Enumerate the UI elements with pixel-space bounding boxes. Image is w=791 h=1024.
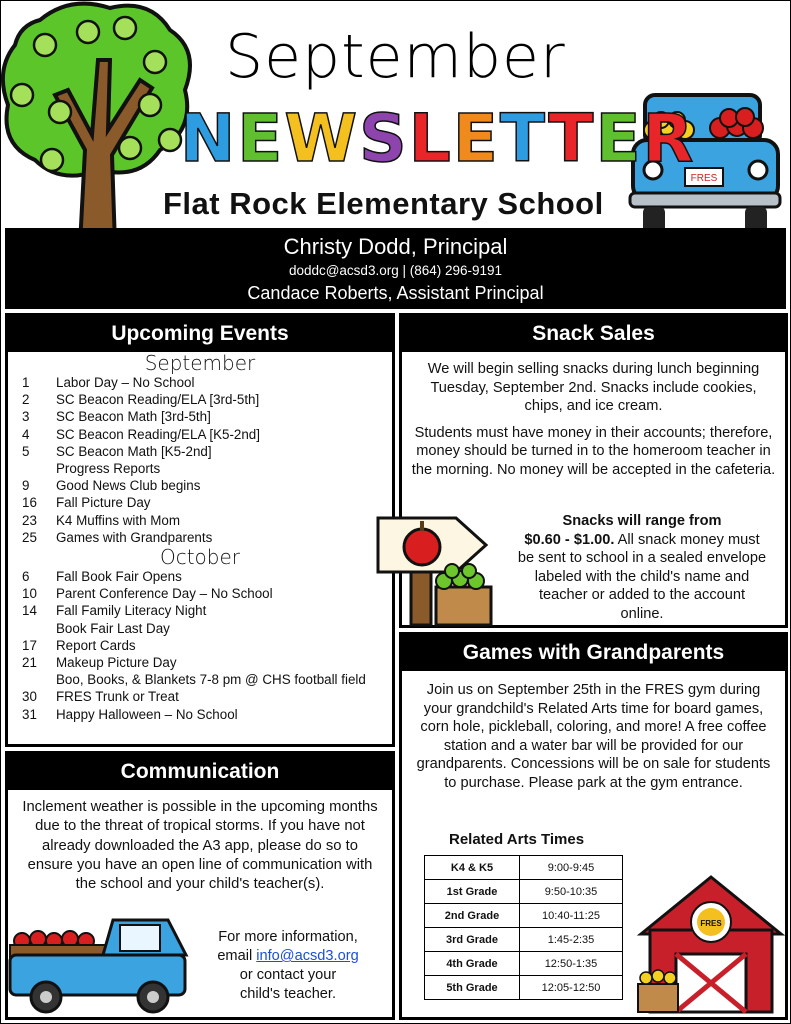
event-day: 14 — [22, 603, 37, 619]
contact-info — [198, 928, 378, 1004]
arts-time: 1:45-2:35 — [520, 928, 623, 952]
snack-heading: Snack Sales — [402, 316, 785, 352]
event-row — [8, 494, 392, 511]
event-row — [8, 408, 392, 425]
arts-grade: 4th Grade — [425, 952, 520, 976]
arts-grade: 2nd Grade — [425, 904, 520, 928]
related-arts-title: Related Arts Times — [449, 831, 585, 848]
event-row — [8, 512, 392, 529]
upcoming-events-box — [5, 313, 395, 747]
arts-grade: 5th Grade — [425, 976, 520, 1000]
more-info-line: For more information, — [218, 929, 358, 945]
event-text: Book Fair Last Day — [56, 620, 170, 636]
newsletter-month: September — [225, 22, 566, 92]
arts-row — [425, 952, 623, 976]
barn-sign: FRES — [700, 919, 722, 928]
event-day: 31 — [22, 706, 37, 722]
games-heading: Games with Grandparents — [402, 635, 785, 671]
email-link[interactable]: info@acsd3.org — [256, 948, 359, 964]
events-heading: Upcoming Events — [8, 316, 392, 352]
event-day: 5 — [22, 443, 30, 459]
newsletter-letter: W — [284, 100, 360, 177]
arts-time: 9:00-9:45 — [520, 856, 623, 880]
event-text: SC Beacon Reading/ELA [K5-2nd] — [56, 426, 260, 442]
newsletter-letter: T — [499, 100, 549, 177]
small-truck-illustration — [8, 915, 193, 1015]
principal-contact: doddc@acsd3.org | (864) 296-9191 — [288, 263, 503, 278]
event-text: Makeup Picture Day — [56, 655, 177, 671]
event-text: SC Beacon Math [3rd-5th] — [56, 409, 211, 425]
newsletter-letter: E — [237, 100, 285, 177]
newsletter-letter: N — [180, 100, 238, 177]
arts-grade: 3rd Grade — [425, 928, 520, 952]
event-day: 21 — [22, 655, 37, 671]
september-events-list — [8, 374, 392, 546]
arts-grade: K4 & K5 — [425, 856, 520, 880]
event-text: SC Beacon Reading/ELA [3rd-5th] — [56, 392, 260, 408]
communication-heading: Communication — [8, 754, 392, 790]
event-text: Games with Grandparents — [56, 529, 213, 545]
event-day: 1 — [22, 375, 30, 390]
event-row — [8, 602, 392, 619]
arts-row — [425, 856, 623, 880]
assistant-principal: Candace Roberts, Assistant Principal — [247, 283, 544, 303]
arts-time: 10:40-11:25 — [520, 904, 623, 928]
barn-illustration — [636, 872, 786, 1014]
principal-name: Christy Dodd, Principal — [283, 234, 508, 259]
newsletter-letter: L — [408, 100, 453, 177]
october-events-list — [8, 568, 392, 723]
snack-range-label: Snacks will range from — [562, 513, 722, 529]
snack-price: $0.60 - $1.00. — [524, 531, 615, 548]
event-row — [8, 654, 392, 671]
event-text: Fall Family Literacy Night — [56, 603, 207, 619]
event-row — [8, 620, 392, 637]
newsletter-letter: E — [452, 100, 500, 177]
event-day: 23 — [22, 512, 37, 528]
event-row — [8, 460, 392, 477]
arts-time: 12:50-1:35 — [520, 952, 623, 976]
event-text: Parent Conference Day – No School — [56, 586, 273, 602]
event-day: 2 — [22, 392, 30, 408]
event-day — [8, 620, 56, 637]
snack-intro: We will begin selling snacks during lunch beginning Tuesday, September 2nd. Snacks include cookies, chips, and ice cream. — [427, 361, 760, 414]
event-text: Fall Picture Day — [56, 495, 151, 511]
snack-price-info — [517, 512, 767, 623]
event-text: FRES Trunk or Treat — [56, 689, 179, 705]
event-text: Report Cards — [56, 637, 136, 653]
event-day — [8, 671, 56, 688]
event-text: Happy Halloween – No School — [56, 706, 238, 722]
event-day: 6 — [22, 569, 30, 585]
event-text: Labor Day – No School — [56, 375, 195, 390]
principal-band — [5, 228, 786, 309]
newsletter-letter: S — [359, 100, 409, 177]
event-row — [8, 477, 392, 494]
event-row — [8, 688, 392, 705]
snack-money-info: Students must have money in their accounts; therefore, money should be turned in to the homeroom teacher in the morning. No money will be accepted in the cafeteria. — [411, 424, 776, 478]
arts-time: 9:50-10:35 — [520, 880, 623, 904]
school-name: Flat Rock Elementary School — [163, 186, 604, 221]
event-row — [8, 706, 392, 723]
newsletter-letter: T — [548, 100, 596, 177]
event-day: 10 — [22, 586, 37, 602]
apple-sign-illustration — [376, 515, 496, 627]
event-row — [8, 671, 392, 688]
event-text: SC Beacon Math [K5-2nd] — [56, 443, 212, 459]
contact-line: or contact your — [239, 967, 337, 983]
event-row — [8, 568, 392, 585]
games-body: Join us on September 25th in the FRES gym during your grandchild's Related Arts time for board games, corn hole, pickleball, coloring, and more! A free coffee station and a water bar will be provided for our grandparents. Concessions will be on sale for students to purchase. Please park at the gym entrance. — [416, 682, 771, 791]
event-day: 3 — [22, 409, 30, 425]
event-row — [8, 391, 392, 408]
arts-row — [425, 904, 623, 928]
email-line — [198, 947, 378, 966]
october-label: October — [159, 545, 241, 570]
event-row — [8, 637, 392, 654]
arts-time: 12:05-12:50 — [520, 976, 623, 1000]
related-arts-table — [424, 855, 623, 1000]
september-label: September — [144, 351, 256, 375]
event-day: 16 — [22, 495, 37, 511]
event-day: 17 — [22, 637, 37, 653]
newsletter-letter: R — [642, 100, 696, 177]
event-row — [8, 585, 392, 602]
event-text: Progress Reports — [56, 461, 161, 477]
truck-plate: FRES — [690, 173, 718, 184]
event-row — [8, 443, 392, 460]
arts-row — [425, 928, 623, 952]
event-text: Boo, Books, & Blankets 7-8 pm @ CHS football field — [56, 672, 366, 688]
arts-row — [425, 976, 623, 1000]
event-text: Fall Book Fair Opens — [56, 569, 182, 585]
event-day: 9 — [22, 478, 30, 494]
event-day: 30 — [22, 689, 37, 705]
communication-body: Inclement weather is possible in the upcoming months due to the threat of tropical storms. If you have not already downloaded the A3 app, please do so to ensure you have an open line of communication with the school and your child's teacher(s). — [22, 799, 378, 893]
arts-grade: 1st Grade — [425, 880, 520, 904]
newsletter-title — [180, 100, 695, 177]
event-day — [8, 460, 56, 477]
event-row — [8, 426, 392, 443]
event-day: 25 — [22, 529, 37, 545]
snack-price-details: All snack money must be sent to school in a sealed envelope labeled with the child's name and teacher or added to the account online. — [517, 531, 767, 622]
event-text: K4 Muffins with Mom — [56, 512, 181, 528]
email-prefix: email — [217, 948, 253, 964]
event-row — [8, 529, 392, 546]
event-text: Good News Club begins — [56, 478, 201, 494]
newsletter-letter: E — [595, 100, 643, 177]
event-day: 4 — [22, 426, 30, 442]
teacher-line: child's teacher. — [239, 986, 337, 1002]
arts-row — [425, 880, 623, 904]
event-row — [8, 374, 392, 391]
